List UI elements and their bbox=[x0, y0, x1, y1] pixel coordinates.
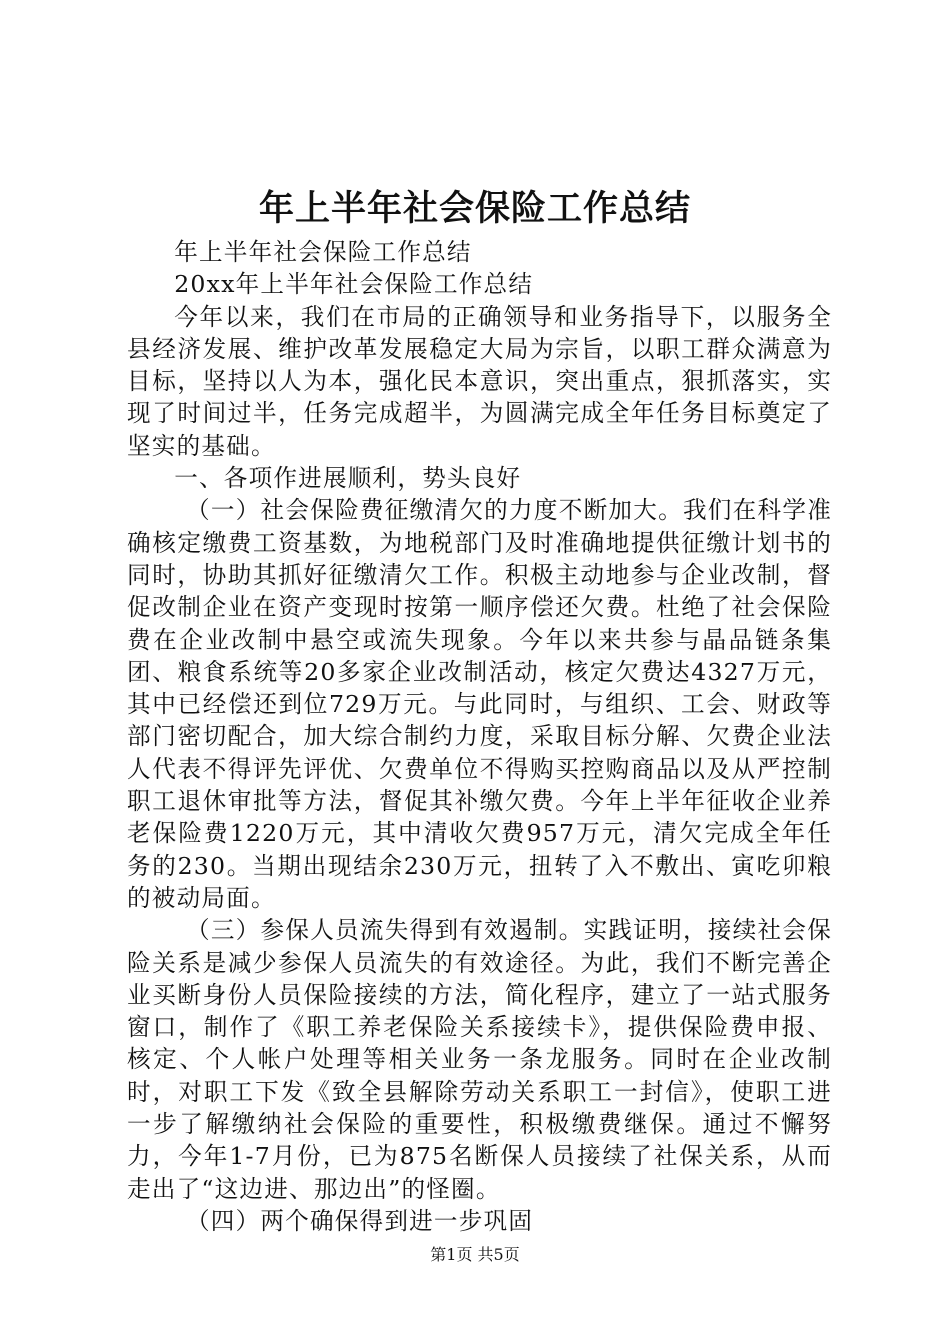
document-title: 年上半年社会保险工作总结 bbox=[258, 188, 691, 229]
section-heading: （四）两个确保得到进一步巩固 bbox=[186, 1206, 534, 1235]
subtitle-paragraph: 20xx年上半年社会保险工作总结 bbox=[174, 270, 534, 299]
document-body bbox=[127, 236, 832, 1237]
body-paragraph: 今年以来，我们在市局的正确领导和业务指导下，以服务全县经济发展、维护改革发展稳定大局为宗旨，以职工群众满意为目标，坚持以人为本，强化民本意识，突出重点，狠抓落实，实现了时间过半，任务完成超半，为圆满完成全年任务目标奠定了坚实的基础。 bbox=[127, 302, 832, 460]
body-paragraph: （三）参保人员流失得到有效遏制。实践证明，接续社会保险关系是减少参保人员流失的有效途径。为此，我们不断完善企业买断身份人员保险接续的方法，简化程序，建立了一站式服务窗口，制作了《职工养老保险关系接续卡》，提供保险费申报、核定、个人帐户处理等相关业务一条龙服务。同时在企业改制时，对职工下发《致全县解除劳动关系职工一封信》，使职工进一步了解缴纳社会保险的重要性，积极缴费继保。通过不懈努力，今年1-7月份，已为875名断保人员接续了社保关系，从而走出了“这边进、那边出”的怪圈。 bbox=[127, 916, 832, 1203]
section-heading: 一、各项作进展顺利，势头良好 bbox=[174, 464, 522, 493]
subtitle-paragraph: 年上半年社会保险工作总结 bbox=[174, 238, 472, 266]
page-footer: 第1页 共5页 bbox=[430, 1245, 520, 1264]
body-paragraph: （一）社会保险费征缴清欠的力度不断加大。我们在科学准确核定缴费工资基数，为地税部门及时准确地提供征缴计划书的同时，协助其抓好征缴清欠工作。积极主动地参与企业改制，督促改制企业在资产变现时按第一顺序偿还欠费。杜绝了社会保险费在企业改制中悬空或流失现象。今年以来共参与晶品链条集团、粮食系统等20多家企业改制活动，核定欠费达4327万元，其中已经偿还到位729万元。与此同时，与组织、工会、财政等部门密切配合，加大综合制约力度，采取目标分解、欠费企业法人代表不得评先评优、欠费单位不得购买控购商品以及从严控制职工退休审批等方法，督促其补缴欠费。今年上半年征收企业养老保险费1220万元，其中清收欠费957万元，清欠完成全年任务的230。当期出现结余230万元，扭转了入不敷出、寅吃卯粮的被动局面。 bbox=[127, 496, 832, 912]
